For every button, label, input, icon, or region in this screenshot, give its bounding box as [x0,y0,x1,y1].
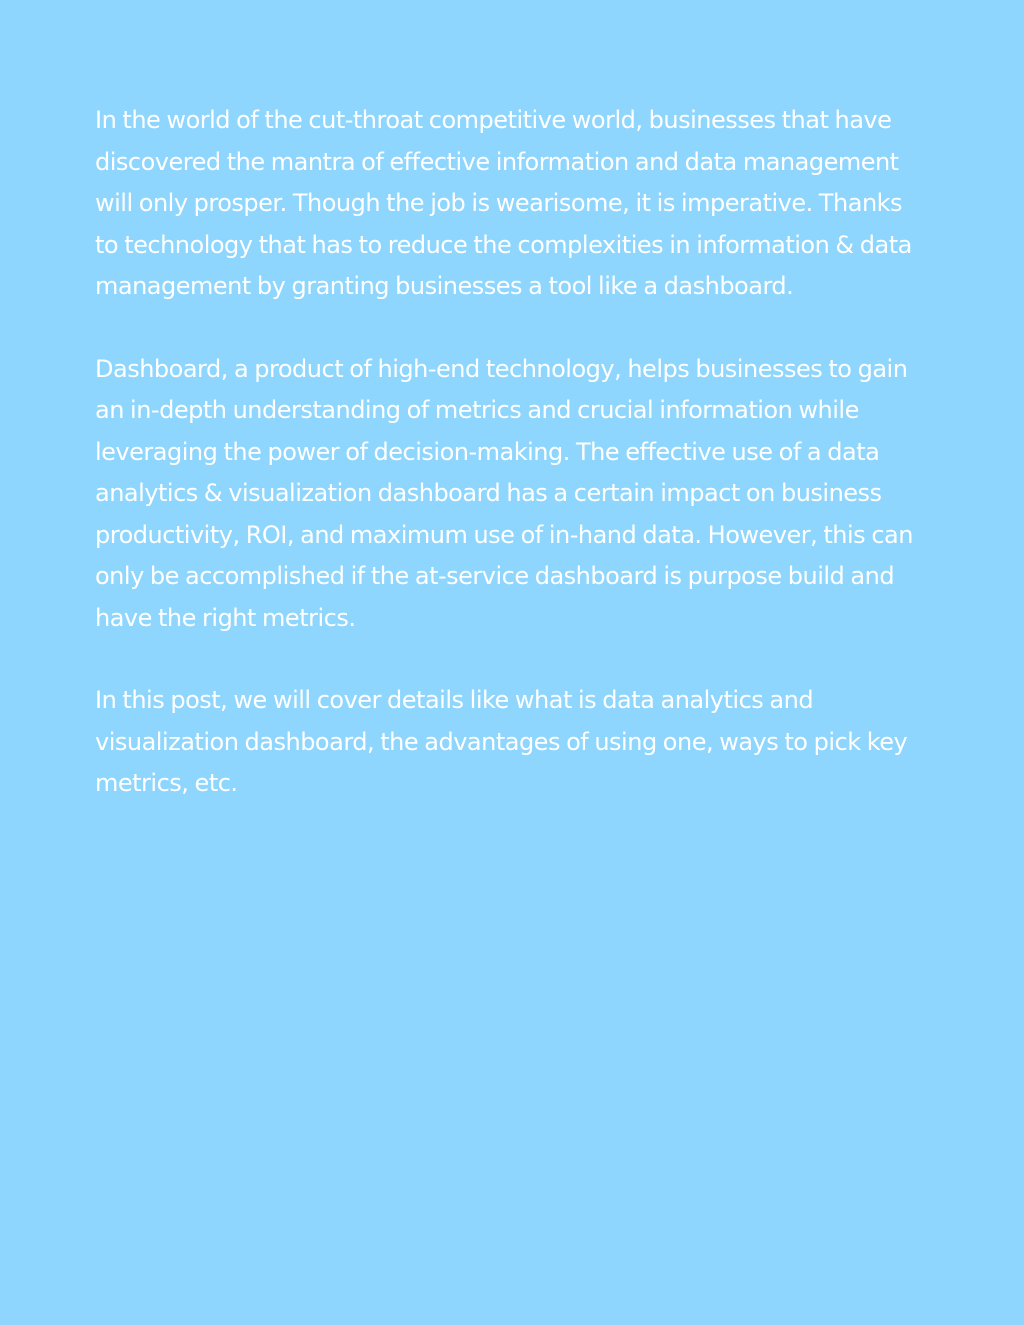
dashboard-paragraph: Dashboard, a product of high-end technology, helps businesses to gain an in-depth understanding of metrics and crucial information while leveraging the power of decision-making. The effective use of a data analytics & visualization dashboard has a certain impact on business productivity, ROI, and maximum use of in-hand data. However, this can only be accomplished if the at-service dashboard is purpose build and have the right metrics. [95,354,913,632]
post-overview-paragraph: In this post, we will cover details like what is data analytics and visualization dashboard, the advantages of using one, ways to pick key metrics, etc. [95,686,908,797]
intro-paragraph: In the world of the cut-throat competitive world, businesses that have discovered the mantra of effective information and data management will only prosper. Though the job is wearisome, it is imperative. Thanks to technology that has to reduce the complexities in information & data management by granting businesses a tool like a dashboard. [95,106,912,300]
